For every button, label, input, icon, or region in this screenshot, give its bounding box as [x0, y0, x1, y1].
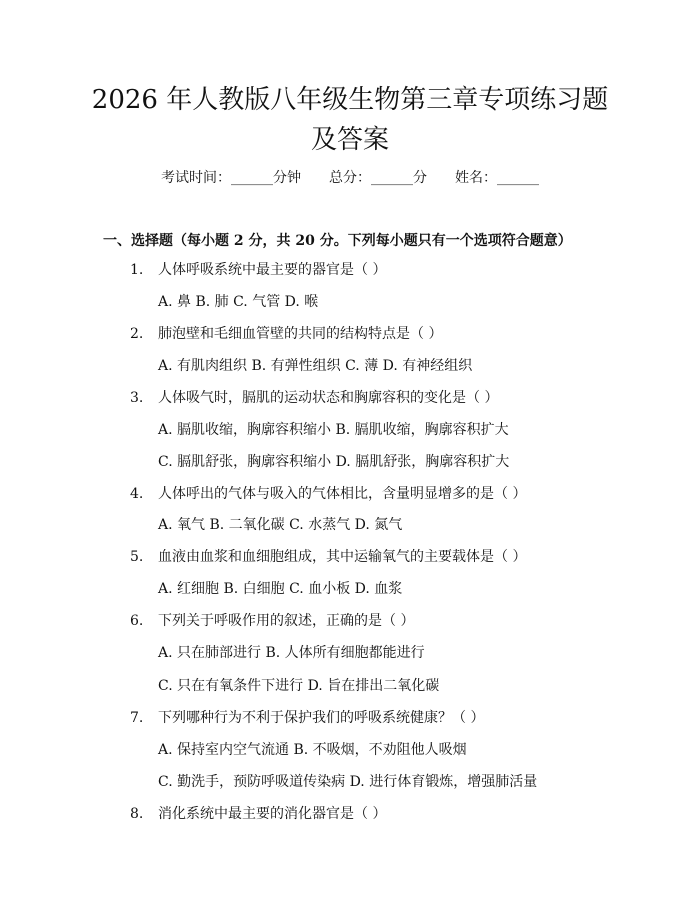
section-heading-multiple-choice: 一、选择题（每小题 2 分，共 20 分。下列每小题只有一个选项符合题意）: [103, 233, 572, 249]
question-text: 下列哪种行为不利于保护我们的呼吸系统健康？（ ）: [158, 710, 485, 726]
question-number: 7.: [130, 710, 144, 726]
question-text: 消化系统中最主要的消化器官是（ ）: [158, 806, 387, 822]
question-text: 肺泡壁和毛细血管壁的共同的结构特点是（ ）: [158, 326, 443, 342]
question-options: A. 鼻 B. 肺 C. 气管 D. 喉: [158, 294, 319, 310]
question-options: A. 红细胞 B. 白细胞 C. 血小板 D. 血浆: [158, 581, 403, 597]
total-score-label: 总分：______分: [329, 170, 427, 186]
exam-time-label: 考试时间：______分钟: [161, 170, 301, 186]
name-label: 姓名：______: [455, 170, 539, 186]
question-number: 1.: [130, 262, 144, 278]
question-options: C. 膈肌舒张，胸廓容积缩小 D. 膈肌舒张，胸廓容积扩大: [158, 454, 510, 470]
question-number: 2.: [130, 326, 144, 342]
question-options: A. 有肌肉组织 B. 有弹性组织 C. 薄 D. 有神经组织: [158, 358, 473, 374]
question-text: 人体吸气时，膈肌的运动状态和胸廓容积的变化是（ ）: [158, 390, 499, 406]
page-title-line-1: 2026 年人教版八年级生物第三章专项练习题: [91, 85, 609, 115]
question-options: A. 膈肌收缩，胸廓容积缩小 B. 膈肌收缩，胸廓容积扩大: [158, 422, 509, 438]
question-number: 4.: [130, 486, 144, 502]
question-options: A. 保持室内空气流通 B. 不吸烟，不劝阻他人吸烟: [158, 742, 467, 758]
question-number: 8.: [130, 806, 144, 822]
question-text: 血液由血浆和血细胞组成，其中运输氧气的主要载体是（ ）: [158, 549, 527, 565]
question-text: 下列关于呼吸作用的叙述，正确的是（ ）: [158, 613, 415, 629]
question-options: C. 只在有氧条件下进行 D. 旨在排出二氧化碳: [158, 678, 440, 694]
question-number: 5.: [130, 549, 144, 565]
question-text: 人体呼吸系统中最主要的器官是（ ）: [158, 262, 387, 278]
question-number: 3.: [130, 390, 144, 406]
question-options: C. 勤洗手，预防呼吸道传染病 D. 进行体育锻炼，增强肺活量: [158, 774, 538, 790]
exam-meta-line: [0, 168, 700, 188]
question-number: 6.: [130, 613, 144, 629]
question-options: A. 只在肺部进行 B. 人体所有细胞都能进行: [158, 645, 425, 661]
question-text: 人体呼出的气体与吸入的气体相比，含量明显增多的是（ ）: [158, 486, 527, 502]
page-title-line-2: 及答案: [310, 125, 389, 155]
question-options: A. 氧气 B. 二氧化碳 C. 水蒸气 D. 氮气: [158, 517, 403, 533]
